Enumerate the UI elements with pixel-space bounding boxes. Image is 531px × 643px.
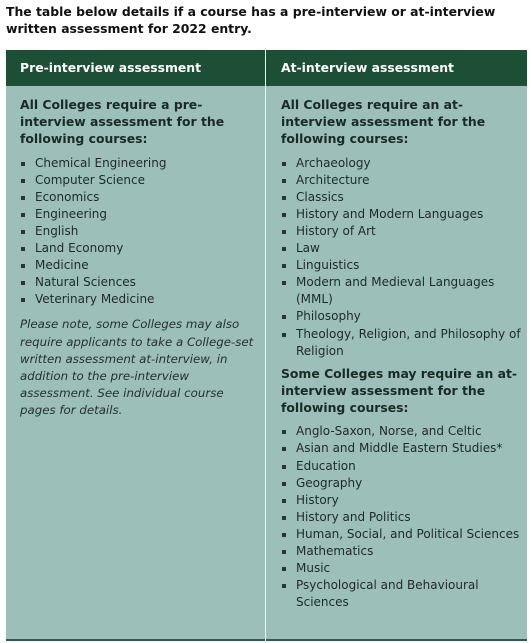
course-name: History [296,492,339,507]
list-item [20,172,260,189]
course-name: Veterinary Medicine [35,292,155,307]
course-name: Psychological and Behavioural Sciences [296,578,479,610]
bullet-icon [282,430,286,434]
list-item [20,206,260,223]
course-name: Geography [296,475,363,490]
course-name: English [35,223,79,238]
course-name: History and Politics [296,509,411,524]
course-name: Education [296,458,356,473]
bullet-icon [282,179,286,183]
course-name: Linguistics [296,258,360,273]
bullet-icon [282,315,286,319]
list-item [20,291,260,308]
course-name: Architecture [296,172,370,187]
course-name: History and Modern Languages [296,206,484,221]
course-name: Law [296,241,320,256]
course-name: Asian and Middle Eastern Studies* [296,441,503,456]
bullet-icon [21,179,25,183]
course-name: Modern and Medieval Languages (MML) [296,275,495,307]
bullet-icon [282,333,286,337]
course-name: Computer Science [35,172,145,187]
list-item [281,206,521,223]
bullet-icon [282,230,286,234]
bullet-icon [21,196,25,200]
course-name: Theology, Religion, and Philosophy of Religion [296,326,521,358]
bullet-icon [21,298,25,302]
bullet-icon [21,162,25,166]
at-interview-heading: All Colleges require an at-interview assessment for the following courses: [281,97,486,147]
bullet-icon [282,162,286,166]
list-item [281,526,521,543]
bullet-icon [21,213,25,217]
bullet-icon [282,482,286,486]
course-name: Medicine [35,258,89,273]
course-name: Economics [35,189,100,204]
bullet-icon [282,281,286,285]
bullet-icon [282,533,286,537]
list-item [281,274,521,308]
column-divider [265,50,266,641]
list-item [281,223,521,240]
list-item [281,492,521,509]
list-item [281,577,521,611]
course-name: Mathematics [296,544,374,558]
header-at-interview: At-interview assessment [281,60,454,75]
list-item [281,240,521,257]
list-item [281,509,521,526]
at-interview-column [281,96,521,611]
bullet-icon [21,230,25,234]
intro-text: The table below details if a course has a pre-interview or at-interview written assessment for 2022 entry. [6,4,496,36]
list-item [281,155,521,172]
pre-interview-note: Please note, some Colleges may also require applicants to take a College-set written assessment at-interview, in addition to the pre-interview assessment. See individual course pages for details. [20,317,254,417]
bullet-icon [21,264,25,268]
list-item [281,308,521,325]
at-interview-course-list [281,155,521,360]
list-item [20,189,260,206]
list-item [281,423,521,440]
course-name: Engineering [35,206,107,221]
bullet-icon [21,281,25,285]
course-name: Natural Sciences [35,275,136,290]
bullet-icon [21,247,25,251]
pre-interview-column [20,96,260,419]
course-name: Land Economy [35,241,124,256]
course-name: Music [296,561,331,576]
pre-interview-heading: All Colleges require a pre-interview assessment for the following courses: [20,97,225,147]
assessment-table [6,50,527,641]
bullet-icon [282,447,286,451]
list-item [20,155,260,172]
list-item [281,560,521,577]
list-item [20,257,260,274]
bullet-icon [282,584,286,588]
optional-at-interview-heading: Some Colleges may require an at-interview assessment for the following courses: [281,365,518,416]
course-name: Human, Social, and Political Sciences [296,526,520,541]
course-name: Philosophy [296,309,361,324]
bullet-icon [282,247,286,251]
optional-at-interview-course-list [281,423,521,611]
list-item [281,475,521,492]
bullet-icon [282,567,286,571]
course-name: Chemical Engineering [35,155,167,170]
list-item [20,240,260,257]
pre-interview-course-list [20,155,260,309]
header-pre-interview: Pre-interview assessment [20,60,202,75]
list-item [281,257,521,274]
list-item [281,458,521,475]
list-item [281,172,521,189]
table-header-row [6,50,527,86]
course-name: Anglo-Saxon, Norse, and Celtic [296,424,482,439]
bullet-icon [282,264,286,268]
bullet-icon [282,196,286,200]
list-item [281,543,521,560]
bullet-icon [282,499,286,503]
list-item [281,326,521,360]
bullet-icon [282,516,286,520]
course-name: Classics [296,189,344,204]
course-name: Archaeology [296,155,371,170]
list-item [20,223,260,240]
list-item [20,274,260,291]
bullet-icon [282,465,286,469]
bullet-icon [282,213,286,217]
list-item [281,189,521,206]
list-item [281,440,521,457]
course-name: History of Art [296,223,376,238]
bullet-icon [282,550,286,554]
